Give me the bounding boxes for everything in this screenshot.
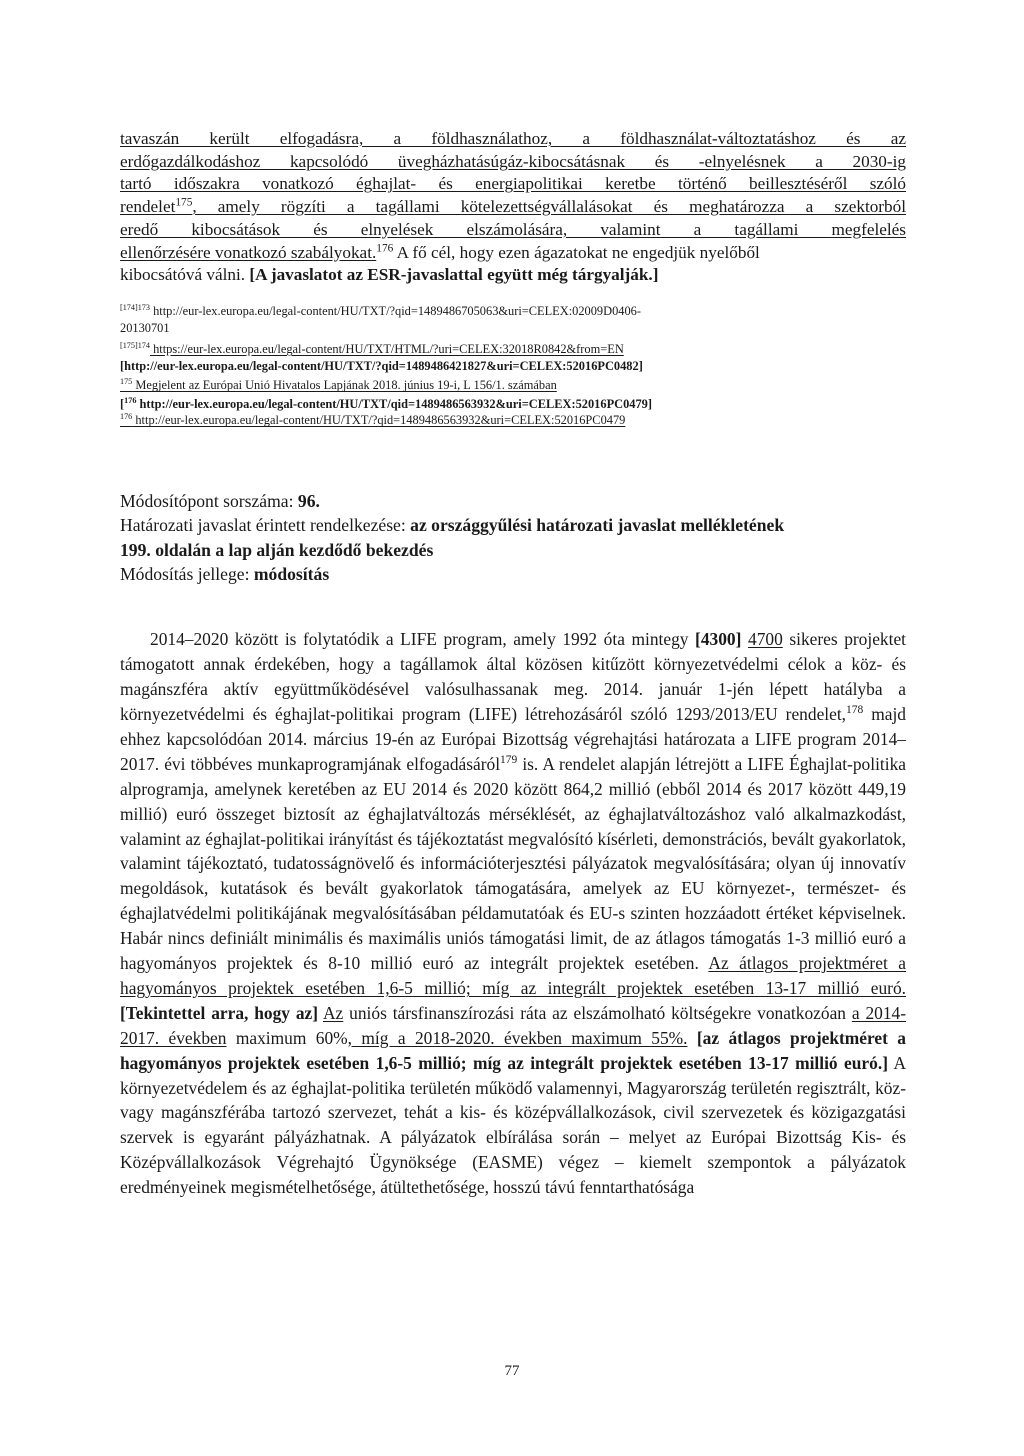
footnote-mark: 175 (120, 377, 133, 387)
intro-line (120, 151, 906, 174)
footnote-ref: 176 (376, 241, 394, 254)
amendment-number (120, 489, 906, 513)
footnote-continuation: 20130701 (120, 320, 170, 335)
deleted-text: [4300] (695, 629, 742, 650)
footnote-ref: 179 (500, 754, 518, 766)
amendment-number-label: Módosítópont sorszáma: (120, 491, 298, 512)
intro-line (120, 196, 906, 219)
inserted-text: a 2014-2017. években (120, 1002, 907, 1048)
footnote-mark: [174]173 (120, 302, 150, 312)
inserted-text: , míg a 2018-2020. években maximum 55%. (347, 1027, 688, 1048)
amendment-provision-cont (120, 538, 906, 562)
intro-text: A fő cél, hogy ezen ágazatokat ne engedjük nyelőből (393, 242, 760, 262)
intro-line (120, 173, 906, 196)
intro-text: rendelet (120, 197, 176, 217)
body-paragraph (120, 627, 906, 1200)
intro-line-text: eredő kibocsátások és elnyelések elszámolására, valamint a tagállami megfelelés (120, 219, 906, 239)
body-text: uniós társfinanszírozási ráta az elszámolható költségekre vonatkozóan (343, 1002, 852, 1023)
footnote-mark: [175]174 (120, 340, 150, 350)
intro-line-text: tartó időszakra vonatkozó éghajlat- és energiapolitikai keretbe történő beillesztéséről szóló (120, 174, 906, 194)
intro-line (120, 242, 906, 265)
intro-line-text: tavaszán került elfogadásra, a földhasználathoz, a földhasználat-változtatáshoz és az (120, 129, 906, 148)
deleted-text: [A javaslatot az ESR-javaslattal együtt még tárgyalják.] (249, 265, 659, 285)
intro-line-text (120, 197, 906, 216)
intro-line-text: ellenőrzésére vonatkozó szabályokat. (120, 242, 377, 262)
footnote-ref: 178 (846, 704, 864, 717)
footnote-text (120, 413, 625, 427)
footnote (120, 396, 906, 413)
intro-line (120, 264, 906, 287)
footnote (120, 412, 906, 429)
footnote-text (120, 378, 557, 392)
footnote-text: http://eur-lex.europa.eu/legal-content/HU/TXT/qid=1489486563932&uri=CELEX:52016PC0479] (136, 396, 652, 411)
page-number: 77 (504, 1363, 520, 1379)
footnote-ref: 175 (175, 196, 193, 209)
amendment-provision-label: Határozati javaslat érintett rendelkezése: (120, 515, 411, 536)
body-section (120, 627, 906, 1200)
amendment-provision (120, 513, 906, 537)
footnote-mark: 176 (120, 412, 133, 422)
intro-line-text: erdőgazdálkodáshoz kapcsolódó üvegházhatásúgáz-kibocsátásnak és -elnyelésnek a 2030-ig (120, 151, 906, 171)
intro-paragraph (120, 128, 906, 287)
body-text: is. A rendelet alapján létrejött a LIFE Éghajlat-politika alprogramja, amelynek keretében az EU 2014 és 2020 között 864,2 millió (ebből 2014 és 2017 között 449,19 millió) euró összeget biztosít az éghajlatváltozás mérséklését, az éghajlatváltozáshoz való alkalmazkodást, valamint az éghajlat-politikai irányítást és tájékoztatást megvalósító kísérleti, demonstrációs, bevált gyakorlatok, valamint tájékoztató, tudatosságnövelő és információterjesztési pályázatok megvalósítására; olyan új innovatív megoldások, kutatások és bevált gyakorlatok támogatására, amelyek az EU környezet-, természet- és éghajlatvédelmi politikájának megvalósításában példamutatóak és EU-s szinten hozzáadott értéket képviselnek. Habár nincs definiált minimális és maximális uniós támogatási limit, de az átlagos támogatás 1-3 millió euró a hagyományos projektek és 8-10 millió euró az integrált projektek esetében. (120, 753, 906, 974)
footnote (120, 358, 906, 375)
footnote-text: http://eur-lex.europa.eu/legal-content/HU/TXT/?qid=1489486705063&uri=CELEX:02009D0406- (149, 303, 641, 318)
document-page (120, 128, 906, 1200)
intro-text: , amely rögzíti a tagállami kötelezettségvállalásokat és meghatározza a szektorból (192, 197, 906, 217)
body-text: sikeres projektet támogatott annak érdekében, hogy a tagállamok által közösen kitűzött környezetvédelmi célok a köz- és magánszféra aktív együttműködésével valósulhassanak meg. 2014. január 1-jén lépett hatályba a környezetvédelmi és éghajlat-politikai program (LIFE) létrehozásáról szóló 1293/2013/EU rendelet, (120, 629, 907, 724)
body-text: maximum 60% (226, 1027, 348, 1048)
amendment-provision-value: 199. oldalán a lap alján kezdődő bekezdés (120, 539, 434, 560)
footnote-text: Megjelent az Európai Unió Hivatalos Lapjának 2018. június 19-i, L 156/1. számában (132, 378, 557, 393)
inserted-text: Az (323, 1002, 344, 1023)
footnote-bracket: [ (120, 396, 125, 411)
footnote-text: https://eur-lex.europa.eu/legal-content/HU/TXT/HTML/?uri=CELEX:32018R0842&from=EN (149, 342, 624, 357)
amendment-type-label: Módosítás jellege: (120, 563, 254, 584)
footnote-text: [http://eur-lex.europa.eu/legal-content/HU/TXT/?qid=1489486421827&uri=CELEX:52016PC0482] (120, 358, 643, 373)
intro-line (120, 128, 906, 151)
amendment-type (120, 562, 906, 586)
footnote-mark: 176 (124, 395, 137, 405)
amendment-meta (120, 489, 906, 586)
body-space (741, 629, 748, 649)
footnote (120, 303, 906, 320)
amendment-type-value: módosítás (253, 563, 330, 584)
footnotes (120, 303, 906, 429)
footnote (120, 341, 906, 358)
body-space (688, 1028, 697, 1048)
footnote-text (120, 397, 652, 411)
body-text: 2014–2020 között is folytatódik a LIFE program, amely 1992 óta mintegy (150, 629, 696, 650)
inserted-text: 4700 (748, 629, 783, 650)
body-text: majd ehhez kapcsolódóan 2014. március 19-én az Európai Bizottság végrehajtási határozata a LIFE program 2014–2017. évi többéves munkaprogramjának elfogadásáról (120, 703, 907, 774)
deleted-text: [az átlagos projektméret a hagyományos projektek esetében 1,6-5 millió; míg az integrált projektek esetében 13-17 millió euró.] (120, 1027, 906, 1073)
body-text: A környezetvédelem és az éghajlat-politika területén működő valamennyi, Magyarország területén regisztrált, köz- vagy magánszférába tartozó szervezet, tehát a kis- és középvállalkozások, civil szervezetek és közigazgatási szervek is egyaránt pályázhatnak. A pályázatok elbírálása során – melyet az Európai Bizottság Kis- és Középvállalkozások Végrehajtó Ügynöksége (EASME) végez – kiemelt szempontok a pályázatok eredményeinek megismételhetősége, átültethetősége, hosszú távú fenntarthatósága (120, 1052, 906, 1198)
deleted-text: [Tekintettel arra, hogy az] (120, 1002, 319, 1023)
footnote-text: http://eur-lex.europa.eu/legal-content/HU/TXT/?qid=1489486563932&uri=CELEX:52016PC0479 (132, 413, 626, 428)
inserted-text: Az átlagos projektméret a hagyományos projektek esetében 1,6-5 millió; míg az integrált projektek esetében 13-17 millió euró. (120, 953, 906, 998)
amendment-number-value: 96. (297, 491, 320, 512)
amendment-provision-value: az országgyűlési határozati javaslat mellékletének (410, 515, 785, 536)
intro-text: kibocsátóvá válni. (120, 265, 250, 285)
intro-line (120, 219, 906, 242)
footnote (120, 377, 906, 394)
